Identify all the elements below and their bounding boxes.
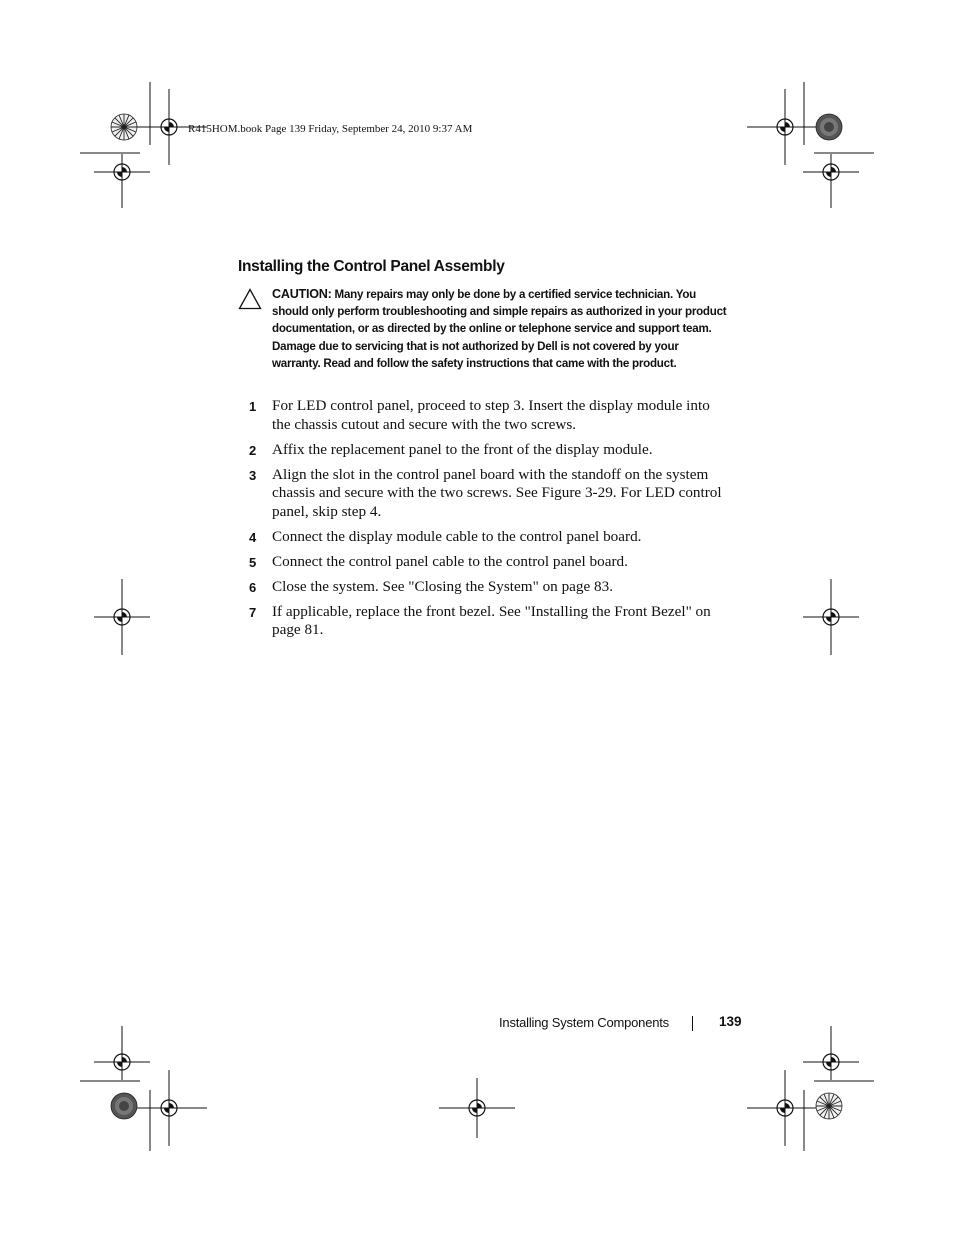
registration-mark-icon xyxy=(803,1026,859,1080)
registration-mark-icon xyxy=(94,154,150,208)
list-item xyxy=(238,553,738,572)
list-item xyxy=(238,466,738,522)
step-number: 4 xyxy=(249,529,257,545)
step-text: Connect the control panel cable to the control panel board. xyxy=(272,552,628,570)
step-text: If applicable, replace the front bezel. See "Installing the Front Bezel" on page 81. xyxy=(272,602,711,638)
step-text: Close the system. See "Closing the System" on page 83. xyxy=(272,577,614,595)
registration-mark-icon xyxy=(439,1078,515,1138)
color-target-icon xyxy=(111,114,137,140)
list-item xyxy=(238,397,738,434)
registration-mark-icon xyxy=(747,1070,823,1146)
step-number: 6 xyxy=(249,579,257,595)
list-item xyxy=(238,603,738,640)
registration-mark-icon xyxy=(94,1026,150,1080)
step-text: Affix the replacement panel to the front of the display module. xyxy=(272,440,653,458)
caution-triangle-icon xyxy=(238,288,262,310)
list-item xyxy=(238,441,738,460)
step-list xyxy=(238,397,738,646)
caution-text xyxy=(272,286,727,372)
caution-body: Many repairs may only be done by a certified service technician. You should only perform troubleshooting and simple repairs as authorized in your product documentation, or as directed by the online or telephone service and support team. Damage due to servicing that is not authorized by Dell is not covered by your warranty. Read and follow the safety instructions that came with the product. xyxy=(272,288,727,370)
step-number: 1 xyxy=(249,399,257,414)
registration-mark-icon xyxy=(803,579,859,655)
registration-mark-icon xyxy=(803,154,859,208)
step-number: 5 xyxy=(249,554,257,570)
section-heading: Installing the Control Panel Assembly xyxy=(238,258,505,275)
page-number: 139 xyxy=(719,1014,742,1029)
step-number: 3 xyxy=(249,467,257,483)
step-text: For LED control panel, proceed to step 3. Insert the display module into the chassis cutout and secure with the two screws. xyxy=(272,397,710,433)
step-text: Connect the display module cable to the control panel board. xyxy=(272,527,642,545)
footer-section-title: Installing System Components xyxy=(499,1015,669,1030)
list-item xyxy=(238,578,738,597)
registration-mark-icon xyxy=(747,89,823,165)
step-number: 7 xyxy=(249,604,257,620)
registration-mark-icon xyxy=(94,579,150,655)
color-target-icon xyxy=(816,114,842,140)
caution-label: CAUTION: xyxy=(272,287,332,301)
list-item xyxy=(238,528,738,547)
step-text: Align the slot in the control panel board with the standoff on the system chassis and secure with the two screws. See Figure 3-29. For LED control panel, skip step 4. xyxy=(272,465,722,520)
footer-divider xyxy=(692,1016,693,1031)
print-slug: R415HOM.book Page 139 Friday, September 24, 2010 9:37 AM xyxy=(188,123,473,135)
registration-mark-icon xyxy=(131,1070,207,1146)
color-target-icon xyxy=(816,1093,842,1119)
color-target-icon xyxy=(111,1093,137,1119)
step-number: 2 xyxy=(249,442,257,458)
